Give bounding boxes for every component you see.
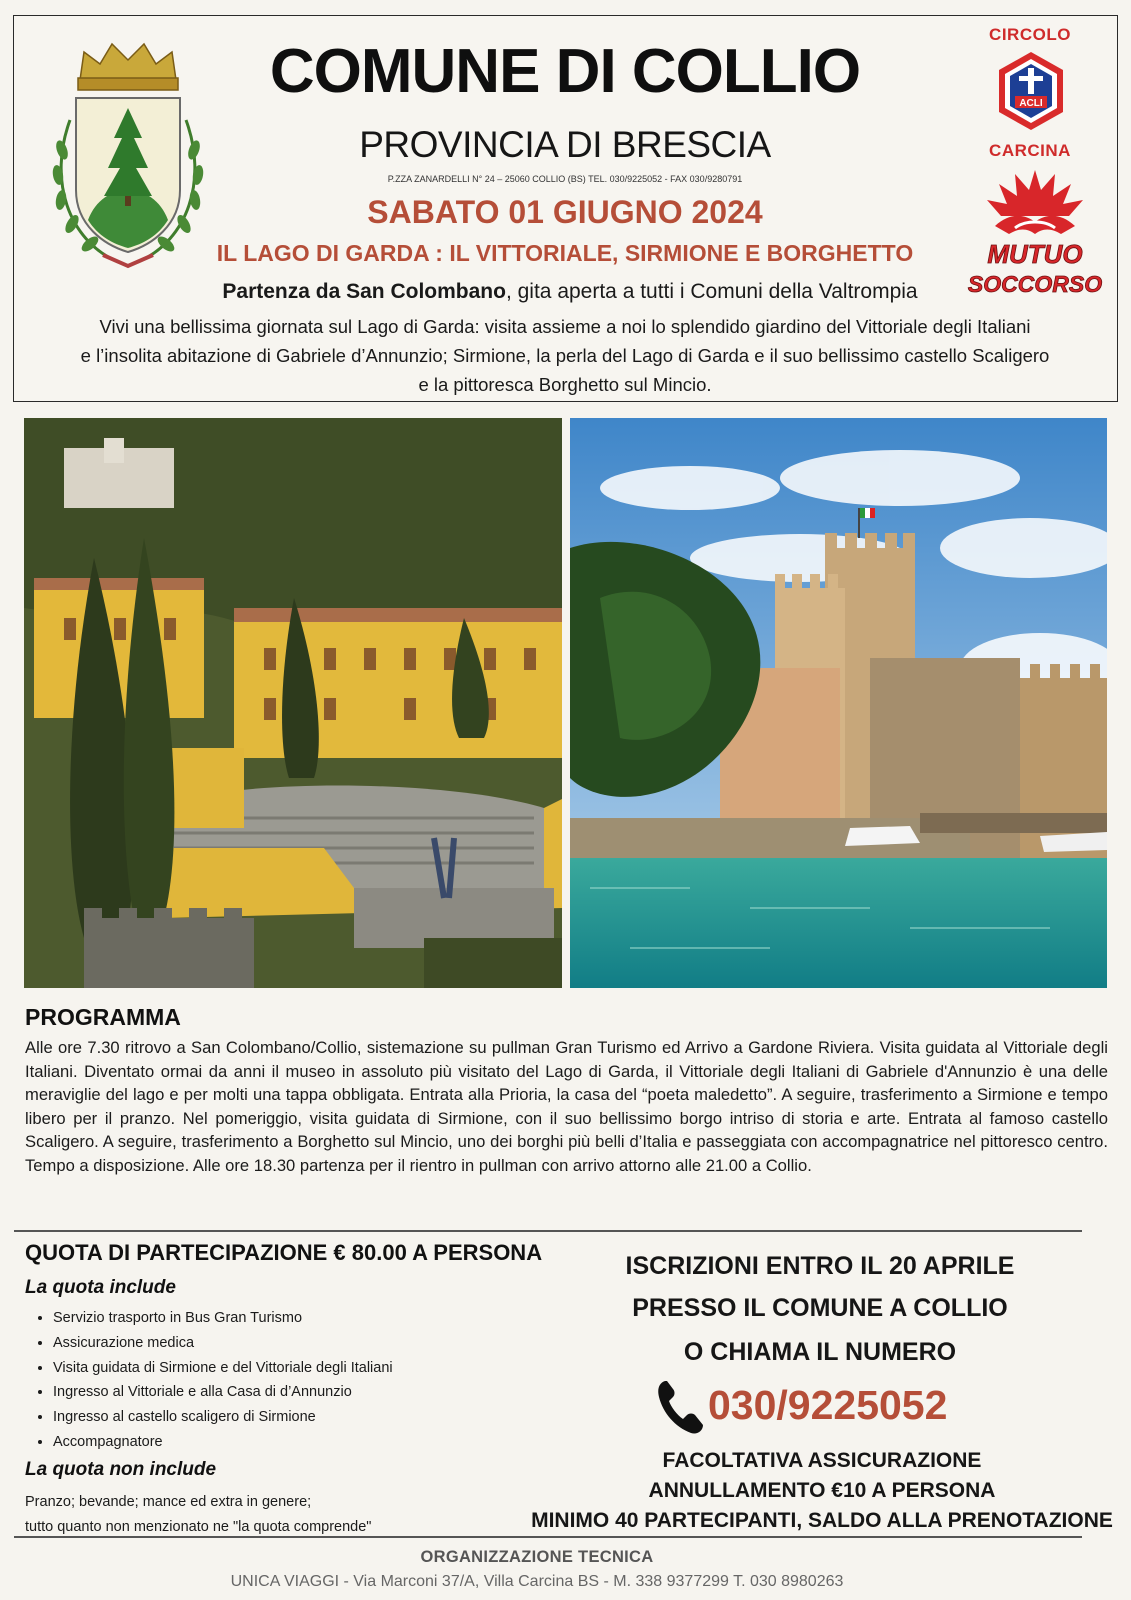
- phone-number[interactable]: 030/9225052: [708, 1382, 948, 1428]
- departure-bold: Partenza da San Colombano: [222, 280, 506, 303]
- registration-call: O CHIAMA IL NUMERO: [683, 1338, 957, 1366]
- sirmione-photo: [570, 418, 1107, 988]
- page-title: COMUNE DI COLLIO: [269, 37, 861, 106]
- exclude-line: tutto quanto non menzionato ne "la quota comprende": [25, 1519, 372, 1535]
- acli-text: ACLI: [1019, 98, 1043, 109]
- exclude-line: Pranzo; bevande; mance ed extra in genere;: [25, 1494, 312, 1510]
- intro-line: e la pittoresca Borghetto sul Mincio.: [418, 374, 712, 395]
- departure-rest: , gita aperta a tutti i Comuni della Valtrompia: [505, 280, 918, 303]
- insurance-price: ANNULLAMENTO €10 A PERSONA: [648, 1479, 996, 1502]
- programma-text: Alle ore 7.30 ritrovo a San Colombano/Collio, sistemazione su pullman Gran Turismo ed Arrivo a Gardone Riviera. Visita guidata al Vittoriale degli Italiani. Diventato ormai da anni il museo in assoluto più visitato del Lago di Garda, il Vittoriale degli Italiani di Gabriele d'Annunzio è una delle meraviglie del lago e per molti una tappa obbligata. Entrata alla Prioria, la casa del “poeta maledetto”. A seguire, trasferimento a Sirmione e tempo libero per il pranzo. Nel pomeriggio, visita guidata di Sirmione, con il suo bellissimo borgo intriso di storia e arte. Entrata al famoso castello Scaligero. A seguire, trasferimento a Borghetto sul Mincio, uno dei borghi più belli d’Italia e passeggiata con accompagnatrice nel pittoresco centro. Tempo a disposizione. Alle ore 18.30 partenza per il rientro in pullman con arrivo attorno alle 21.00 a Collio.: [25, 1038, 1108, 1175]
- include-item: • Ingresso al castello scaligero di Sirmione: [53, 1405, 393, 1430]
- insurance-note: FACOLTATIVA ASSICURAZIONE: [662, 1449, 982, 1472]
- circolo-label: CIRCOLO: [989, 25, 1071, 44]
- exclude-text: [25, 1490, 371, 1540]
- include-title: La quota include: [25, 1277, 176, 1298]
- include-item: • Accompagnatore: [53, 1430, 393, 1455]
- mutuo-soccorso-logo: [965, 168, 1105, 308]
- phone-icon: [655, 1377, 705, 1435]
- event-date: SABATO 01 GIUGNO 2024: [367, 194, 763, 230]
- intro-line: e l’insolita abitazione di Gabriele d’Annunzio; Sirmione, la perla del Lago di Garda e il suo bellissimo castello Scaligero: [80, 345, 1050, 366]
- intro-paragraph: [50, 312, 1080, 399]
- address-line: P.ZZA ZANARDELLI N° 24 – 25060 COLLIO (BS) TEL. 030/9225052 - FAX 030/9280791: [387, 174, 743, 184]
- quota-title: QUOTA DI PARTECIPAZIONE € 80.00 A PERSONA: [25, 1240, 543, 1265]
- section-divider: [14, 1230, 1082, 1232]
- include-item: • Ingresso al Vittoriale e alla Casa di d’Annunzio: [53, 1380, 393, 1405]
- event-subtitle: IL LAGO DI GARDA : IL VITTORIALE, SIRMIONE E BORGHETTO: [216, 240, 914, 266]
- footer-divider: [14, 1536, 1082, 1538]
- include-item: • Visita guidata di Sirmione e del Vittoriale degli Italiani: [53, 1356, 393, 1381]
- exclude-title: La quota non include: [25, 1459, 217, 1480]
- carcina-label: CARCINA: [989, 141, 1071, 160]
- organizer-contact: UNICA VIAGGI - Via Marconi 37/A, Villa Carcina BS - M. 338 9377299 T. 030 8980263: [230, 1573, 844, 1590]
- vittoriale-photo: [24, 418, 562, 988]
- include-list: [25, 1306, 393, 1455]
- intro-line: Vivi una bellissima giornata sul Lago di Garda: visita assieme a noi lo splendido giardino del Vittoriale degli Italiani: [99, 316, 1031, 337]
- acli-logo: [995, 50, 1067, 132]
- registration-deadline: ISCRIZIONI ENTRO IL 20 APRILE: [625, 1252, 1015, 1280]
- soccorso-text: SOCCORSO: [967, 271, 1103, 297]
- mutuo-text: MUTUO: [987, 239, 1083, 269]
- organizer-title: ORGANIZZAZIONE TECNICA: [420, 1548, 654, 1566]
- include-item: • Servizio trasporto in Bus Gran Turismo: [53, 1306, 393, 1331]
- include-item: • Assicurazione medica: [53, 1331, 393, 1356]
- departure-line: [80, 280, 1060, 304]
- minimum-participants: MINIMO 40 PARTECIPANTI, SALDO ALLA PRENOTAZIONE: [531, 1509, 1113, 1532]
- programma-heading: PROGRAMMA: [25, 1004, 181, 1030]
- registration-place: PRESSO IL COMUNE A COLLIO: [632, 1294, 1008, 1322]
- province-subtitle: PROVINCIA DI BRESCIA: [359, 124, 771, 165]
